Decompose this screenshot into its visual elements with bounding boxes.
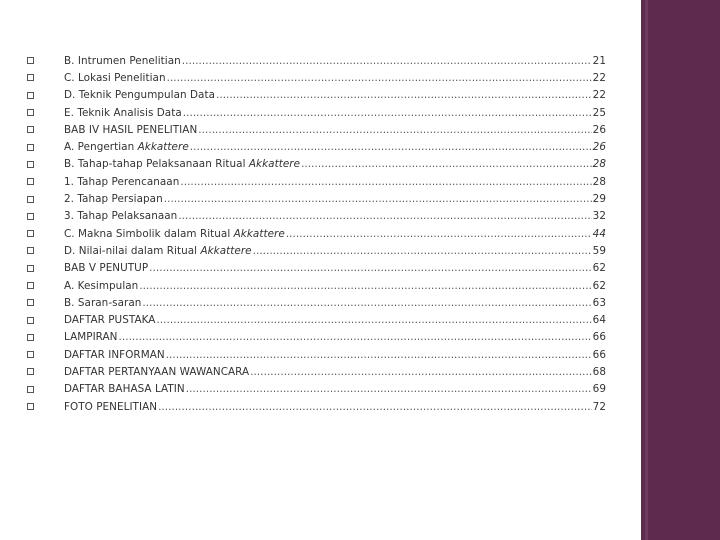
square-bullet-icon — [27, 386, 34, 393]
toc-entry-page-number: 22 — [592, 71, 606, 84]
toc-entry-title: FOTO PENELITIAN — [64, 400, 158, 413]
dot-leader — [253, 245, 592, 257]
toc-entry-page-number: 62 — [592, 279, 606, 292]
toc-entry-page-number: 25 — [592, 106, 606, 119]
dot-leader — [166, 349, 592, 361]
toc-entry — [26, 311, 606, 328]
toc-entry — [26, 260, 606, 277]
dot-leader — [142, 297, 591, 309]
toc-entry-page-number: 26 — [592, 141, 606, 154]
dot-leader — [178, 210, 591, 222]
toc-entry-title: DAFTAR INFORMAN — [64, 348, 165, 361]
toc-entry — [26, 104, 606, 121]
toc-entry-page-number: 21 — [592, 54, 606, 67]
square-bullet-icon — [27, 109, 34, 116]
toc-entry-page-number: 63 — [592, 296, 606, 309]
dot-leader — [250, 366, 591, 378]
square-bullet-icon — [27, 230, 34, 237]
square-bullet-icon — [27, 178, 34, 185]
toc-entry-page-number: 66 — [592, 348, 606, 361]
toc-entry-title: D. Teknik Pengumpulan Data — [64, 89, 215, 102]
toc-entry — [26, 173, 606, 190]
toc-entry-title: 3. Tahap Pelaksanaan — [64, 210, 178, 223]
toc-entry-title: B. Tahap-tahap Pelaksanaan Ritual Akkattere — [64, 158, 301, 171]
square-bullet-icon — [27, 74, 34, 81]
toc-entry — [26, 277, 606, 294]
toc-entry-page-number: 29 — [592, 193, 606, 206]
toc-entry — [26, 398, 606, 415]
toc-entry — [26, 121, 606, 138]
toc-entry — [26, 346, 606, 363]
toc-entry — [26, 87, 606, 104]
toc-entry-title: DAFTAR PUSTAKA — [64, 314, 156, 327]
toc-entry-title: B. Intrumen Penelitian — [64, 54, 181, 67]
square-bullet-icon — [27, 368, 34, 375]
toc-entry-page-number: 64 — [592, 314, 606, 327]
square-bullet-icon — [27, 126, 34, 133]
toc-entry-page-number: 59 — [592, 244, 606, 257]
toc-entry-title: BAB IV HASIL PENELITIAN — [64, 123, 198, 136]
toc-entry-title: C. Makna Simbolik dalam Ritual Akkattere — [64, 227, 285, 240]
toc-entry — [26, 363, 606, 380]
square-bullet-icon — [27, 403, 34, 410]
accent-band — [641, 0, 720, 540]
toc-entry-page-number: 26 — [592, 123, 606, 136]
toc-entry — [26, 294, 606, 311]
toc-entry-page-number: 66 — [592, 331, 606, 344]
toc-entry — [26, 225, 606, 242]
dot-leader — [149, 262, 592, 274]
toc-entry — [26, 329, 606, 346]
dot-leader — [286, 228, 592, 240]
square-bullet-icon — [27, 334, 34, 341]
toc-entry-page-number: 22 — [592, 89, 606, 102]
toc-entry-page-number: 44 — [592, 227, 606, 240]
dot-leader — [183, 107, 592, 119]
toc-entry — [26, 208, 606, 225]
toc-entry-page-number: 28 — [592, 158, 606, 171]
dot-leader — [186, 383, 592, 395]
toc-entry-page-number: 28 — [592, 175, 606, 188]
toc-entry-page-number: 68 — [592, 365, 606, 378]
square-bullet-icon — [27, 92, 34, 99]
toc-entry-title: A. Kesimpulan — [64, 279, 139, 292]
toc-entry-title: BAB V PENUTUP — [64, 262, 149, 275]
toc-entry-page-number: 72 — [592, 400, 606, 413]
toc-entry-title: A. Pengertian Akkattere — [64, 141, 189, 154]
toc-entry — [26, 381, 606, 398]
toc-entry-italic-term: Akkattere — [200, 244, 252, 257]
toc-entry — [26, 69, 606, 86]
square-bullet-icon — [27, 351, 34, 358]
square-bullet-icon — [27, 282, 34, 289]
dot-leader — [180, 176, 591, 188]
dot-leader — [119, 331, 592, 343]
toc-entry-title: E. Teknik Analisis Data — [64, 106, 182, 119]
square-bullet-icon — [27, 265, 34, 272]
toc-entry-title: 2. Tahap Persiapan — [64, 193, 163, 206]
square-bullet-icon — [27, 161, 34, 168]
dot-leader — [167, 72, 592, 84]
dot-leader — [156, 314, 591, 326]
toc-entry-title: DAFTAR PERTANYAAN WAWANCARA — [64, 365, 250, 378]
square-bullet-icon — [27, 317, 34, 324]
dot-leader — [164, 193, 592, 205]
accent-band-stripe — [645, 0, 648, 540]
dot-leader — [158, 401, 592, 413]
toc-entry-italic-term: Akkattere — [137, 141, 189, 154]
dot-leader — [198, 124, 591, 136]
toc-entry — [26, 242, 606, 259]
toc-entry-title: 1. Tahap Perencanaan — [64, 175, 180, 188]
toc-entry-page-number: 69 — [592, 383, 606, 396]
table-of-contents — [26, 52, 606, 415]
dot-leader — [301, 158, 592, 170]
toc-entry-page-number: 62 — [592, 262, 606, 275]
dot-leader — [190, 141, 592, 153]
square-bullet-icon — [27, 196, 34, 203]
square-bullet-icon — [27, 213, 34, 220]
toc-entry-title: C. Lokasi Penelitian — [64, 71, 166, 84]
toc-entry-title: DAFTAR BAHASA LATIN — [64, 383, 185, 396]
toc-entry — [26, 138, 606, 155]
square-bullet-icon — [27, 247, 34, 254]
toc-entry-title: B. Saran-saran — [64, 296, 142, 309]
toc-entry — [26, 190, 606, 207]
toc-entry — [26, 156, 606, 173]
square-bullet-icon — [27, 144, 34, 151]
toc-entry-title: D. Nilai-nilai dalam Ritual Akkattere — [64, 244, 252, 257]
toc-entry-page-number: 32 — [592, 210, 606, 223]
toc-entry — [26, 52, 606, 69]
toc-entry-italic-term: Akkattere — [248, 158, 301, 171]
dot-leader — [216, 89, 592, 101]
square-bullet-icon — [27, 299, 34, 306]
dot-leader — [139, 280, 591, 292]
toc-entry-title: LAMPIRAN — [64, 331, 118, 344]
toc-entry-italic-term: Akkattere — [233, 227, 285, 240]
dot-leader — [182, 55, 592, 67]
square-bullet-icon — [27, 57, 34, 64]
